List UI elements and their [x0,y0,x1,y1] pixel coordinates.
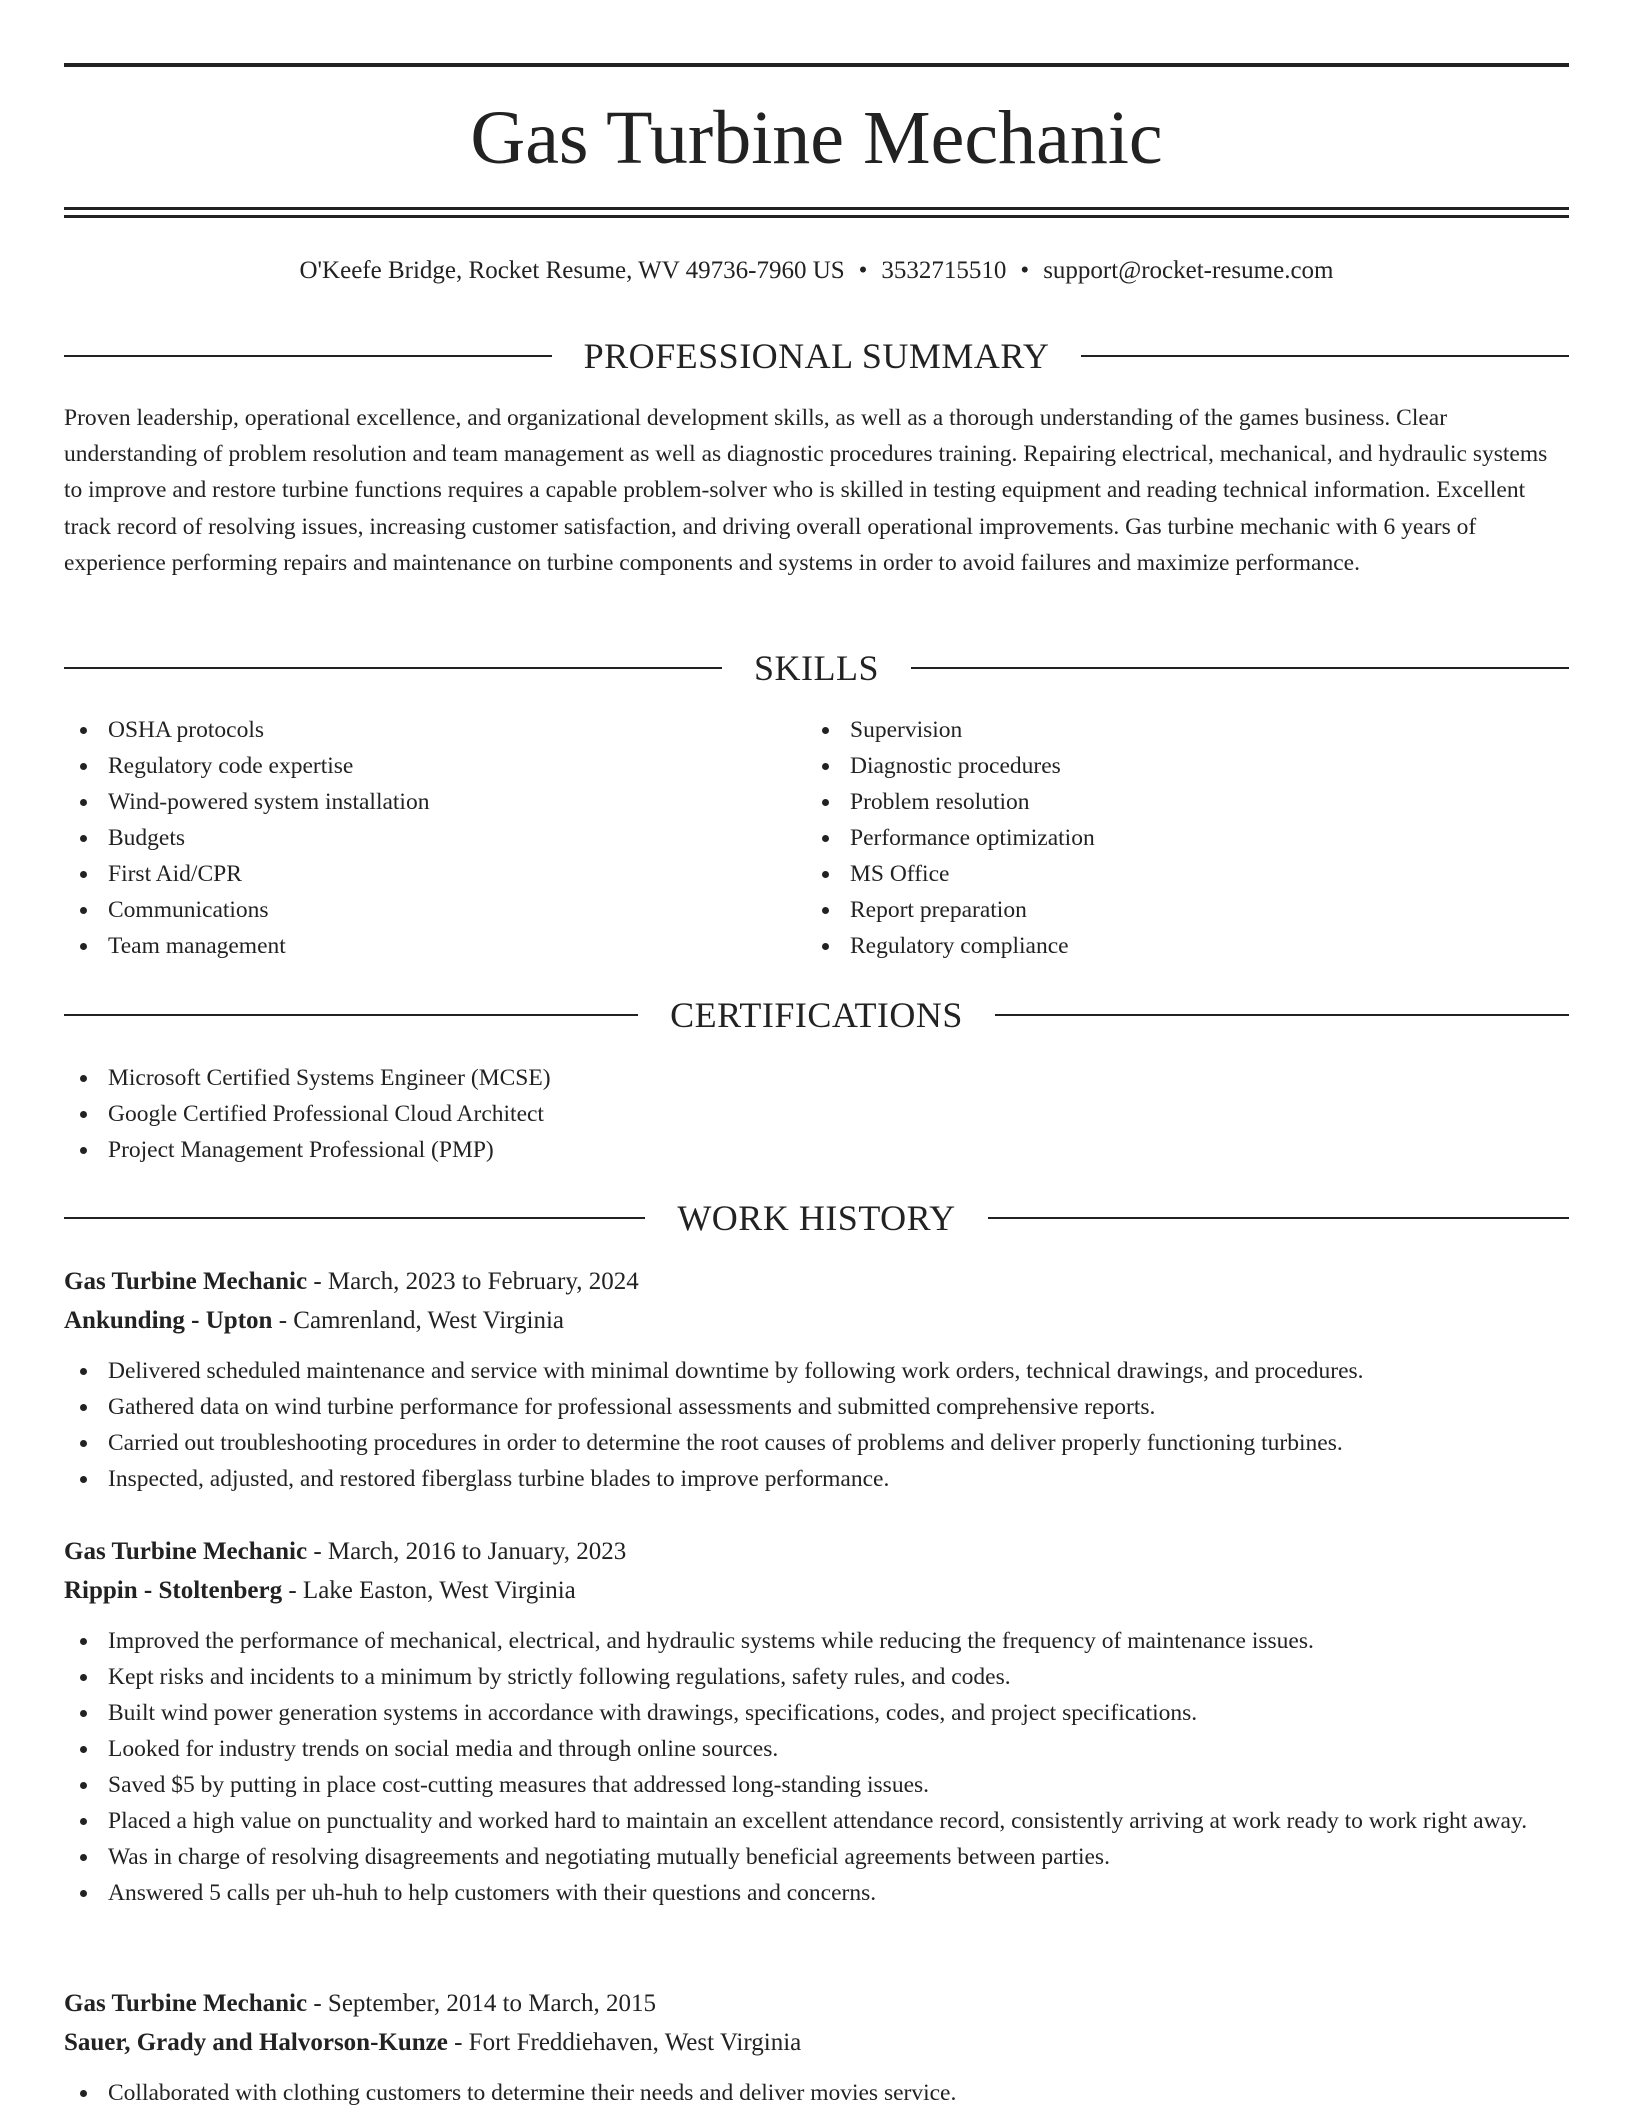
job-entry [64,1984,1569,2111]
job-company: Sauer, Grady and Halvorson-Kunze [64,2029,448,2056]
job-bullet: Carried out troubleshooting procedures in order to determine the root causes of problems and deliver properly functioning turbines. [64,1425,1569,1461]
section-title-skills: SKILLS [754,648,880,688]
job-company-line [64,2023,1569,2062]
job-bullet: Placed a high value on punctuality and worked hard to maintain an excellent attendance record, consistently arriving at work ready to work right away. [64,1803,1569,1839]
skill-item: Team management [64,928,804,964]
job-title-line [64,1532,1569,1571]
skill-item: Diagnostic procedures [806,748,1566,784]
skill-item: Regulatory code expertise [64,748,804,784]
skills-list-right [806,712,1566,964]
resume-name: Gas Turbine Mechanic [470,96,1163,180]
job-bullet: Was in charge of resolving disagreements and negotiating mutually beneficial agreements between parties. [64,1839,1569,1875]
skill-item: OSHA protocols [64,712,804,748]
section-title-summary: PROFESSIONAL SUMMARY [583,336,1050,376]
job-title: Gas Turbine Mechanic [64,1990,308,2017]
job-entry [64,1262,1569,1497]
job-title: Gas Turbine Mechanic [64,1268,308,1295]
skill-item: Regulatory compliance [806,928,1566,964]
job-title-line [64,1262,1569,1301]
header-top-rule [64,63,1569,67]
job-bullets [64,2075,1569,2111]
job-bullet: Answered 5 calls per uh-huh to help customers with their questions and concerns. [64,1875,1569,1911]
skill-item: First Aid/CPR [64,856,804,892]
section-title-certifications: CERTIFICATIONS [670,995,963,1035]
contact-line [64,254,1569,288]
job-bullet: Saved $5 by putting in place cost-cutting measures that addressed long-standing issues. [64,1767,1569,1803]
job-bullet: Gathered data on wind turbine performance for professional assessments and submitted comprehensive reports. [64,1389,1569,1425]
job-entry [64,1532,1569,1911]
header-double-rule-lower [64,215,1569,218]
certification-item: Google Certified Professional Cloud Architect [64,1096,1569,1132]
heading-rule-right [911,667,1569,669]
skill-item: Performance optimization [806,820,1566,856]
skill-item: Communications [64,892,804,928]
heading-rule-left [64,667,722,669]
certifications-list [64,1060,1569,1168]
job-title-line [64,1984,1569,2023]
contact-email: support@rocket-resume.com [1043,257,1334,284]
job-dates: - March, 2016 to January, 2023 [307,1538,627,1565]
job-dates: - September, 2014 to March, 2015 [307,1990,657,2017]
heading-rule-right [988,1217,1569,1219]
certification-item: Project Management Professional (PMP) [64,1132,1569,1168]
section-heading-skills [64,648,1569,688]
job-bullets [64,1353,1569,1497]
job-company: Rippin - Stoltenberg [64,1577,283,1604]
contact-separator: • [858,257,868,284]
heading-rule-right [995,1014,1569,1016]
skill-item: Problem resolution [806,784,1566,820]
header-double-rule-upper [64,207,1569,210]
skill-item: MS Office [806,856,1566,892]
certification-item: Microsoft Certified Systems Engineer (MCSE) [64,1060,1569,1096]
job-company-line [64,1301,1569,1340]
job-bullet: Collaborated with clothing customers to determine their needs and deliver movies service. [64,2075,1569,2111]
contact-separator: • [1020,257,1030,284]
section-heading-certifications [64,995,1569,1035]
section-title-work-history: WORK HISTORY [677,1198,956,1238]
job-bullet: Looked for industry trends on social media and through online sources. [64,1731,1569,1767]
job-company-line [64,1571,1569,1610]
job-location: - Camrenland, West Virginia [272,1307,565,1334]
contact-phone: 3532715510 [881,257,1007,284]
job-bullet: Inspected, adjusted, and restored fiberglass turbine blades to improve performance. [64,1461,1569,1497]
skill-item: Supervision [806,712,1566,748]
section-heading-summary [64,336,1569,376]
skill-item: Report preparation [806,892,1566,928]
job-bullet: Built wind power generation systems in accordance with drawings, specifications, codes, and project specifications. [64,1695,1569,1731]
skill-item: Budgets [64,820,804,856]
summary-paragraph: Proven leadership, operational excellence, and organizational development skills, as well as a thorough understanding of the games business. Clear understanding of problem resolution and team management as well as diagnostic procedures training. Repairing electrical, mechanical, and hydraulic systems to improve and restore turbine functions requires a capable problem-solver who is skilled in testing equipment and reading technical information. Excellent track record of resolving issues, increasing customer satisfaction, and driving overall operational improvements. Gas turbine mechanic with 6 years of experience performing repairs and maintenance on turbine components and systems in order to avoid failures and maximize performance. [64,405,1548,576]
section-heading-work-history [64,1198,1569,1238]
contact-address: O'Keefe Bridge, Rocket Resume, WV 49736-7960 US [299,257,845,284]
skill-item: Wind-powered system installation [64,784,804,820]
job-bullet: Improved the performance of mechanical, electrical, and hydraulic systems while reducing the frequency of maintenance issues. [64,1623,1569,1659]
job-bullets [64,1623,1569,1911]
heading-rule-right [1081,355,1569,357]
heading-rule-left [64,1217,645,1219]
job-dates: - March, 2023 to February, 2024 [307,1268,639,1295]
job-bullet: Kept risks and incidents to a minimum by strictly following regulations, safety rules, and codes. [64,1659,1569,1695]
heading-rule-left [64,355,552,357]
job-location: - Fort Freddiehaven, West Virginia [447,2029,802,2056]
job-company: Ankunding - Upton [64,1307,273,1334]
job-location: - Lake Easton, West Virginia [282,1577,576,1604]
job-bullet: Delivered scheduled maintenance and service with minimal downtime by following work orders, technical drawings, and procedures. [64,1353,1569,1389]
heading-rule-left [64,1014,638,1016]
job-title: Gas Turbine Mechanic [64,1538,308,1565]
skills-list-left [64,712,804,964]
